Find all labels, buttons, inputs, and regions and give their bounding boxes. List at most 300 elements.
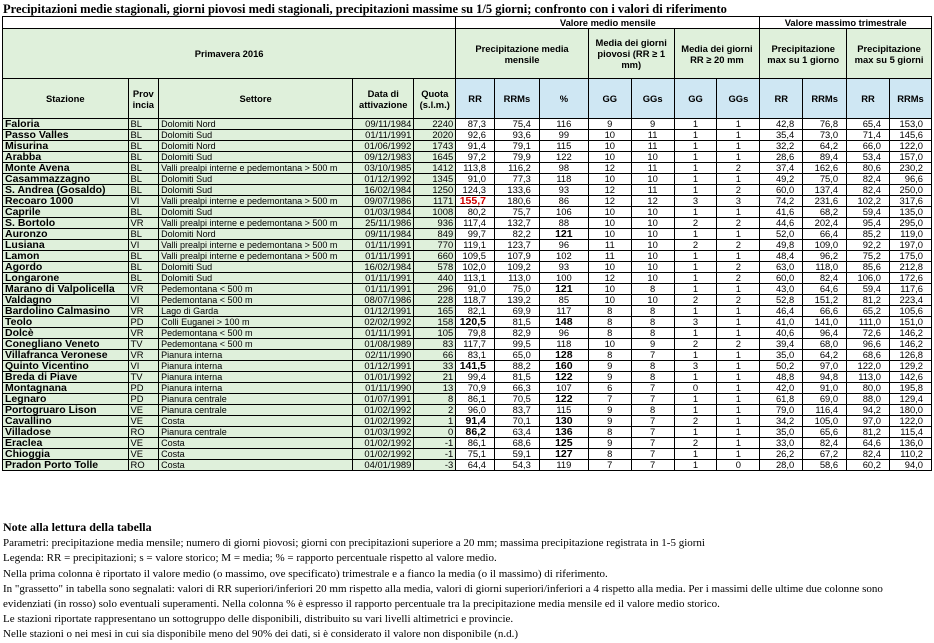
col-max1-rrms: RRMs	[803, 79, 847, 119]
table-row	[3, 152, 932, 163]
station-name-cell: Dolcè	[3, 328, 129, 339]
days-over-20-cell: 1	[674, 152, 717, 163]
province-cell: VI	[128, 295, 159, 306]
province-cell: VE	[128, 438, 159, 449]
col-rrms: RRMs	[494, 79, 539, 119]
rainy-days-cell: 11	[588, 240, 631, 251]
activation-date-cell: 03/10/1985	[353, 163, 414, 174]
province-cell: VE	[128, 449, 159, 460]
activation-date-cell: 01/12/1991	[353, 361, 414, 372]
rainy-days-cell: 9	[588, 416, 631, 427]
col-station: Stazione	[3, 79, 129, 119]
rr-percent-cell: 115	[539, 141, 588, 152]
rr-percent-cell: 122	[539, 372, 588, 383]
activation-date-cell: 08/07/1986	[353, 295, 414, 306]
province-cell: BL	[128, 251, 159, 262]
col-province: Prov incia	[128, 79, 159, 119]
rainy-days-cell: 12	[588, 196, 631, 207]
max5-rr-historical-cell: 146,2	[889, 339, 931, 350]
rainy-days-historical-cell: 10	[631, 240, 674, 251]
table-row	[3, 317, 932, 328]
sector-cell: Dolomiti Nord	[159, 229, 353, 240]
header-group-max: Valore massimo trimestrale	[760, 17, 932, 29]
days-over-20-cell: 1	[674, 460, 717, 471]
max5-rr-cell: 92,2	[847, 240, 890, 251]
col-pct: %	[539, 79, 588, 119]
province-cell: BL	[128, 273, 159, 284]
rr-historical-cell: 99,5	[494, 339, 539, 350]
sector-cell: Pianura interna	[159, 372, 353, 383]
rr-historical-cell: 113,0	[494, 273, 539, 284]
sector-cell: Pianura interna	[159, 383, 353, 394]
max1-rr-cell: 48,4	[760, 251, 803, 262]
max5-rr-cell: 80,6	[847, 163, 890, 174]
header-period: Primavera 2016	[3, 29, 456, 79]
col-gg20: GG	[674, 79, 717, 119]
station-name-cell: Pradon Porto Tolle	[3, 460, 129, 471]
max5-rr-cell: 60,2	[847, 460, 890, 471]
sector-cell: Dolomiti Sud	[159, 207, 353, 218]
altitude-cell: 296	[414, 284, 456, 295]
altitude-cell: 1	[414, 416, 456, 427]
rr-percent-cell: 119	[539, 460, 588, 471]
max1-rr-historical-cell: 116,4	[803, 405, 847, 416]
rr-percent-cell: 160	[539, 361, 588, 372]
rr-mean-cell: 91,0	[456, 174, 495, 185]
notes-section	[3, 520, 928, 643]
table-row	[3, 207, 932, 218]
max1-rr-historical-cell: 64,6	[803, 284, 847, 295]
max1-rr-cell: 52,0	[760, 229, 803, 240]
rr-mean-cell: 124,3	[456, 185, 495, 196]
rr-historical-cell: 82,9	[494, 328, 539, 339]
rainy-days-historical-cell: 12	[631, 196, 674, 207]
max1-rr-historical-cell: 64,2	[803, 141, 847, 152]
altitude-cell: 165	[414, 306, 456, 317]
altitude-cell: 105	[414, 328, 456, 339]
rr-percent-cell: 102	[539, 251, 588, 262]
col-max5-rrms: RRMs	[889, 79, 931, 119]
altitude-cell: 1645	[414, 152, 456, 163]
rr-percent-cell: 88	[539, 218, 588, 229]
rainy-days-cell: 10	[588, 295, 631, 306]
col-ggs: GGs	[631, 79, 674, 119]
altitude-cell: 13	[414, 383, 456, 394]
note-line: Parametri: precipitazione media mensile; numero di giorni piovosi; giorni con precipitazioni superiore a 20 mm; massima precipitazione registrata in 1-5 giorni	[3, 537, 705, 550]
table-row	[3, 218, 932, 229]
days-over-20-cell: 2	[674, 295, 717, 306]
max1-rr-cell: 28,0	[760, 460, 803, 471]
max1-rr-historical-cell: 202,4	[803, 218, 847, 229]
sector-cell: Valli prealpi interne e pedemontana > 500 m	[159, 240, 353, 251]
activation-date-cell: 25/11/1986	[353, 218, 414, 229]
table-row	[3, 141, 932, 152]
max5-rr-cell: 81,2	[847, 427, 890, 438]
max1-rr-cell: 42,0	[760, 383, 803, 394]
table-row	[3, 251, 932, 262]
province-cell: VI	[128, 240, 159, 251]
rr-percent-cell: 118	[539, 339, 588, 350]
max5-rr-historical-cell: 126,8	[889, 350, 931, 361]
header-prec-mean: Precipitazione media mensile	[456, 29, 589, 79]
header-group-mean: Valore medio mensile	[456, 17, 760, 29]
activation-date-cell: 02/02/1992	[353, 317, 414, 328]
rr-percent-cell: 96	[539, 240, 588, 251]
rainy-days-historical-cell: 10	[631, 207, 674, 218]
precipitation-table	[2, 16, 932, 471]
station-name-cell: Eraclea	[3, 438, 129, 449]
rr-mean-cell: 102,0	[456, 262, 495, 273]
days-over-20-cell: 3	[674, 196, 717, 207]
activation-date-cell: 09/11/1984	[353, 119, 414, 130]
days-over-20-historical-cell: 3	[717, 196, 760, 207]
altitude-cell: 0	[414, 427, 456, 438]
sector-cell: Dolomiti Sud	[159, 130, 353, 141]
max5-rr-cell: 88,0	[847, 394, 890, 405]
table-row	[3, 306, 932, 317]
province-cell: BL	[128, 152, 159, 163]
rainy-days-historical-cell: 7	[631, 350, 674, 361]
days-over-20-historical-cell: 2	[717, 240, 760, 251]
rr-mean-cell: 97,2	[456, 152, 495, 163]
table-row	[3, 130, 932, 141]
table-row	[3, 262, 932, 273]
table-row	[3, 273, 932, 284]
max5-rr-cell: 59,4	[847, 284, 890, 295]
rr-percent-cell: 116	[539, 119, 588, 130]
days-over-20-cell: 3	[674, 317, 717, 328]
notes-heading: Note alla lettura della tabella	[3, 520, 152, 534]
altitude-cell: -1	[414, 449, 456, 460]
days-over-20-cell: 0	[674, 383, 717, 394]
days-over-20-cell: 1	[674, 163, 717, 174]
table-row	[3, 449, 932, 460]
max1-rr-historical-cell: 105,0	[803, 416, 847, 427]
rainy-days-historical-cell: 8	[631, 372, 674, 383]
days-over-20-historical-cell: 1	[717, 317, 760, 328]
station-name-cell: Passo Valles	[3, 130, 129, 141]
max1-rr-historical-cell: 68,2	[803, 207, 847, 218]
max5-rr-historical-cell: 129,2	[889, 361, 931, 372]
max1-rr-cell: 74,2	[760, 196, 803, 207]
col-gg: GG	[588, 79, 631, 119]
days-over-20-historical-cell: 1	[717, 229, 760, 240]
rr-mean-cell: 86,2	[456, 427, 495, 438]
altitude-cell: 770	[414, 240, 456, 251]
station-name-cell: Lamon	[3, 251, 129, 262]
rr-percent-cell: 99	[539, 130, 588, 141]
rainy-days-historical-cell: 7	[631, 394, 674, 405]
sector-cell: Dolomiti Sud	[159, 174, 353, 185]
rainy-days-cell: 10	[588, 284, 631, 295]
rainy-days-cell: 7	[588, 460, 631, 471]
max1-rr-cell: 48,8	[760, 372, 803, 383]
rr-mean-cell: 86,1	[456, 438, 495, 449]
note-line: Nelle stazioni o nei mesi in cui sia disponibile meno del 90% dei dati, si è considerato il valore non disponibile (n.d.)	[3, 628, 519, 641]
rainy-days-cell: 8	[588, 306, 631, 317]
days-over-20-historical-cell: 1	[717, 350, 760, 361]
rainy-days-cell: 9	[588, 438, 631, 449]
table-row	[3, 394, 932, 405]
note-line: Legenda: RR = precipitazioni; s = valore storico; M = media; % = rapporto percentuale rispetto al valore medio.	[3, 552, 497, 565]
max1-rr-historical-cell: 66,6	[803, 306, 847, 317]
province-cell: TV	[128, 339, 159, 350]
rainy-days-cell: 6	[588, 383, 631, 394]
max5-rr-historical-cell: 157,0	[889, 152, 931, 163]
max1-rr-historical-cell: 82,4	[803, 438, 847, 449]
rainy-days-historical-cell: 7	[631, 416, 674, 427]
days-over-20-historical-cell: 1	[717, 207, 760, 218]
max1-rr-cell: 60,0	[760, 185, 803, 196]
max5-rr-historical-cell: 94,0	[889, 460, 931, 471]
days-over-20-historical-cell: 1	[717, 449, 760, 460]
sector-cell: Dolomiti Nord	[159, 141, 353, 152]
rr-percent-cell: 121	[539, 229, 588, 240]
rr-mean-cell: 92,6	[456, 130, 495, 141]
header-days-20: Media dei giorni RR ≥ 20 mm	[674, 29, 760, 79]
activation-date-cell: 01/08/1989	[353, 339, 414, 350]
rr-mean-cell: 70,9	[456, 383, 495, 394]
max5-rr-historical-cell: 153,0	[889, 119, 931, 130]
altitude-cell: 2	[414, 405, 456, 416]
rainy-days-cell: 10	[588, 207, 631, 218]
station-name-cell: Casammazzagno	[3, 174, 129, 185]
days-over-20-historical-cell: 1	[717, 438, 760, 449]
days-over-20-cell: 1	[674, 185, 717, 196]
max5-rr-cell: 65,2	[847, 306, 890, 317]
max5-rr-historical-cell: 122,0	[889, 141, 931, 152]
activation-date-cell: 01/02/1992	[353, 449, 414, 460]
note-line: In "grassetto" in tabella sono segnalati: valori di RR superiori/inferiori 20 mm rispetto alla media, valori di giorni superiori/inferiori a 4 rispetto alla media. Per i massimi delle ultime due colonne sono evidenziati (in rosso) solo eventuali superamenti. Nella colonna % è espresso il rapporto percentuale tra la precipitazione media mensile ed il valore medio storico.	[3, 582, 883, 611]
max5-rr-cell: 68,6	[847, 350, 890, 361]
rr-historical-cell: 79,9	[494, 152, 539, 163]
table-row	[3, 438, 932, 449]
days-over-20-cell: 1	[674, 141, 717, 152]
max1-rr-cell: 46,4	[760, 306, 803, 317]
rainy-days-cell: 9	[588, 405, 631, 416]
max1-rr-cell: 28,6	[760, 152, 803, 163]
altitude-cell: 2240	[414, 119, 456, 130]
max1-rr-cell: 40,6	[760, 328, 803, 339]
rr-mean-cell: 99,7	[456, 229, 495, 240]
station-name-cell: Legnaro	[3, 394, 129, 405]
rr-historical-cell: 82,2	[494, 229, 539, 240]
rainy-days-cell: 12	[588, 185, 631, 196]
max5-rr-cell: 71,4	[847, 130, 890, 141]
max1-rr-cell: 26,2	[760, 449, 803, 460]
rainy-days-historical-cell: 7	[631, 449, 674, 460]
station-name-cell: Agordo	[3, 262, 129, 273]
days-over-20-cell: 2	[674, 438, 717, 449]
max5-rr-historical-cell: 117,6	[889, 284, 931, 295]
altitude-cell: 66	[414, 350, 456, 361]
rr-percent-cell: 96	[539, 328, 588, 339]
province-cell: BL	[128, 229, 159, 240]
station-name-cell: Auronzo	[3, 229, 129, 240]
days-over-20-historical-cell: 2	[717, 295, 760, 306]
header-max5: Precipitazione max su 5 giorni	[847, 29, 932, 79]
rr-historical-cell: 109,2	[494, 262, 539, 273]
rr-historical-cell: 54,3	[494, 460, 539, 471]
rainy-days-historical-cell: 11	[631, 130, 674, 141]
station-name-cell: Longarone	[3, 273, 129, 284]
rainy-days-cell: 8	[588, 350, 631, 361]
max1-rr-historical-cell: 151,2	[803, 295, 847, 306]
rr-mean-cell: 155,7	[456, 196, 495, 207]
rr-mean-cell: 99,4	[456, 372, 495, 383]
days-over-20-historical-cell: 1	[717, 119, 760, 130]
max5-rr-cell: 85,2	[847, 229, 890, 240]
altitude-cell: 1008	[414, 207, 456, 218]
province-cell: VR	[128, 284, 159, 295]
rr-historical-cell: 75,0	[494, 284, 539, 295]
rr-mean-cell: 109,5	[456, 251, 495, 262]
col-sector: Settore	[159, 79, 353, 119]
activation-date-cell: 01/02/1992	[353, 405, 414, 416]
sector-cell: Dolomiti Sud	[159, 273, 353, 284]
days-over-20-cell: 1	[674, 251, 717, 262]
rr-historical-cell: 88,2	[494, 361, 539, 372]
max5-rr-cell: 64,6	[847, 438, 890, 449]
max1-rr-historical-cell: 68,0	[803, 339, 847, 350]
rr-percent-cell: 93	[539, 185, 588, 196]
altitude-cell: 578	[414, 262, 456, 273]
altitude-cell: 158	[414, 317, 456, 328]
sector-cell: Dolomiti Nord	[159, 119, 353, 130]
max1-rr-historical-cell: 75,0	[803, 174, 847, 185]
altitude-cell: 2020	[414, 130, 456, 141]
rainy-days-historical-cell: 11	[631, 141, 674, 152]
max5-rr-historical-cell: 175,0	[889, 251, 931, 262]
rr-mean-cell: 117,4	[456, 218, 495, 229]
rainy-days-historical-cell: 8	[631, 405, 674, 416]
station-name-cell: Caprile	[3, 207, 129, 218]
sector-cell: Valli prealpi interne e pedemontana > 500 m	[159, 251, 353, 262]
table-row	[3, 361, 932, 372]
province-cell: BL	[128, 207, 159, 218]
rr-historical-cell: 69,9	[494, 306, 539, 317]
col-date: Data di attivazione	[353, 79, 414, 119]
rr-percent-cell: 148	[539, 317, 588, 328]
province-cell: BL	[128, 130, 159, 141]
max5-rr-cell: 82,4	[847, 174, 890, 185]
rr-percent-cell: 106	[539, 207, 588, 218]
rr-historical-cell: 107,9	[494, 251, 539, 262]
max5-rr-cell: 72,6	[847, 328, 890, 339]
rr-historical-cell: 123,7	[494, 240, 539, 251]
altitude-cell: -3	[414, 460, 456, 471]
max5-rr-cell: 65,4	[847, 119, 890, 130]
activation-date-cell: 09/11/1984	[353, 229, 414, 240]
sector-cell: Costa	[159, 460, 353, 471]
max1-rr-historical-cell: 137,4	[803, 185, 847, 196]
station-name-cell: S. Bortolo	[3, 218, 129, 229]
max5-rr-cell: 94,2	[847, 405, 890, 416]
rr-historical-cell: 68,6	[494, 438, 539, 449]
sector-cell: Pedemontana < 500 m	[159, 339, 353, 350]
activation-date-cell: 01/06/1992	[353, 141, 414, 152]
max5-rr-historical-cell: 230,2	[889, 163, 931, 174]
max5-rr-historical-cell: 110,2	[889, 449, 931, 460]
max1-rr-historical-cell: 82,4	[803, 273, 847, 284]
rr-historical-cell: 132,7	[494, 218, 539, 229]
rainy-days-cell: 9	[588, 119, 631, 130]
max1-rr-cell: 60,0	[760, 273, 803, 284]
rainy-days-cell: 10	[588, 339, 631, 350]
rr-mean-cell: 113,1	[456, 273, 495, 284]
activation-date-cell: 09/12/1983	[353, 152, 414, 163]
altitude-cell: 936	[414, 218, 456, 229]
col-max1-rr: RR	[760, 79, 803, 119]
rr-percent-cell: 127	[539, 449, 588, 460]
province-cell: BL	[128, 185, 159, 196]
station-name-cell: Bardolino Calmasino	[3, 306, 129, 317]
activation-date-cell: 01/02/1992	[353, 416, 414, 427]
max1-rr-cell: 50,2	[760, 361, 803, 372]
max1-rr-cell: 43,0	[760, 284, 803, 295]
table-row	[3, 174, 932, 185]
rainy-days-cell: 10	[588, 174, 631, 185]
rainy-days-cell: 11	[588, 251, 631, 262]
max5-rr-historical-cell: 115,4	[889, 427, 931, 438]
max5-rr-historical-cell: 135,0	[889, 207, 931, 218]
days-over-20-historical-cell: 1	[717, 130, 760, 141]
rr-historical-cell: 75,4	[494, 119, 539, 130]
max1-rr-cell: 32,2	[760, 141, 803, 152]
max1-rr-historical-cell: 162,6	[803, 163, 847, 174]
rr-historical-cell: 70,5	[494, 394, 539, 405]
rainy-days-cell: 8	[588, 317, 631, 328]
max5-rr-cell: 96,6	[847, 339, 890, 350]
sector-cell: Pianura centrale	[159, 427, 353, 438]
max1-rr-historical-cell: 118,0	[803, 262, 847, 273]
rr-mean-cell: 120,5	[456, 317, 495, 328]
rr-historical-cell: 65,0	[494, 350, 539, 361]
province-cell: VE	[128, 405, 159, 416]
activation-date-cell: 01/03/1984	[353, 207, 414, 218]
sector-cell: Pianura interna	[159, 350, 353, 361]
province-cell: BL	[128, 119, 159, 130]
rr-historical-cell: 70,1	[494, 416, 539, 427]
activation-date-cell: 01/11/1991	[353, 273, 414, 284]
days-over-20-historical-cell: 1	[717, 251, 760, 262]
sector-cell: Pedemontana < 500 m	[159, 328, 353, 339]
rainy-days-cell: 10	[588, 262, 631, 273]
rainy-days-cell: 9	[588, 372, 631, 383]
table-row	[3, 416, 932, 427]
max5-rr-historical-cell: 151,0	[889, 317, 931, 328]
province-cell: PD	[128, 383, 159, 394]
altitude-cell: 228	[414, 295, 456, 306]
max5-rr-historical-cell: 142,6	[889, 372, 931, 383]
activation-date-cell: 01/11/1991	[353, 240, 414, 251]
province-cell: VR	[128, 328, 159, 339]
days-over-20-historical-cell: 1	[717, 361, 760, 372]
rainy-days-historical-cell: 10	[631, 251, 674, 262]
max1-rr-cell: 61,8	[760, 394, 803, 405]
sector-cell: Costa	[159, 416, 353, 427]
altitude-cell: 440	[414, 273, 456, 284]
station-name-cell: Lusiana	[3, 240, 129, 251]
max1-rr-cell: 79,0	[760, 405, 803, 416]
province-cell: VE	[128, 416, 159, 427]
station-name-cell: Faloria	[3, 119, 129, 130]
rainy-days-cell: 8	[588, 328, 631, 339]
table-row	[3, 405, 932, 416]
days-over-20-historical-cell: 1	[717, 328, 760, 339]
altitude-cell: 21	[414, 372, 456, 383]
table-row	[3, 119, 932, 130]
